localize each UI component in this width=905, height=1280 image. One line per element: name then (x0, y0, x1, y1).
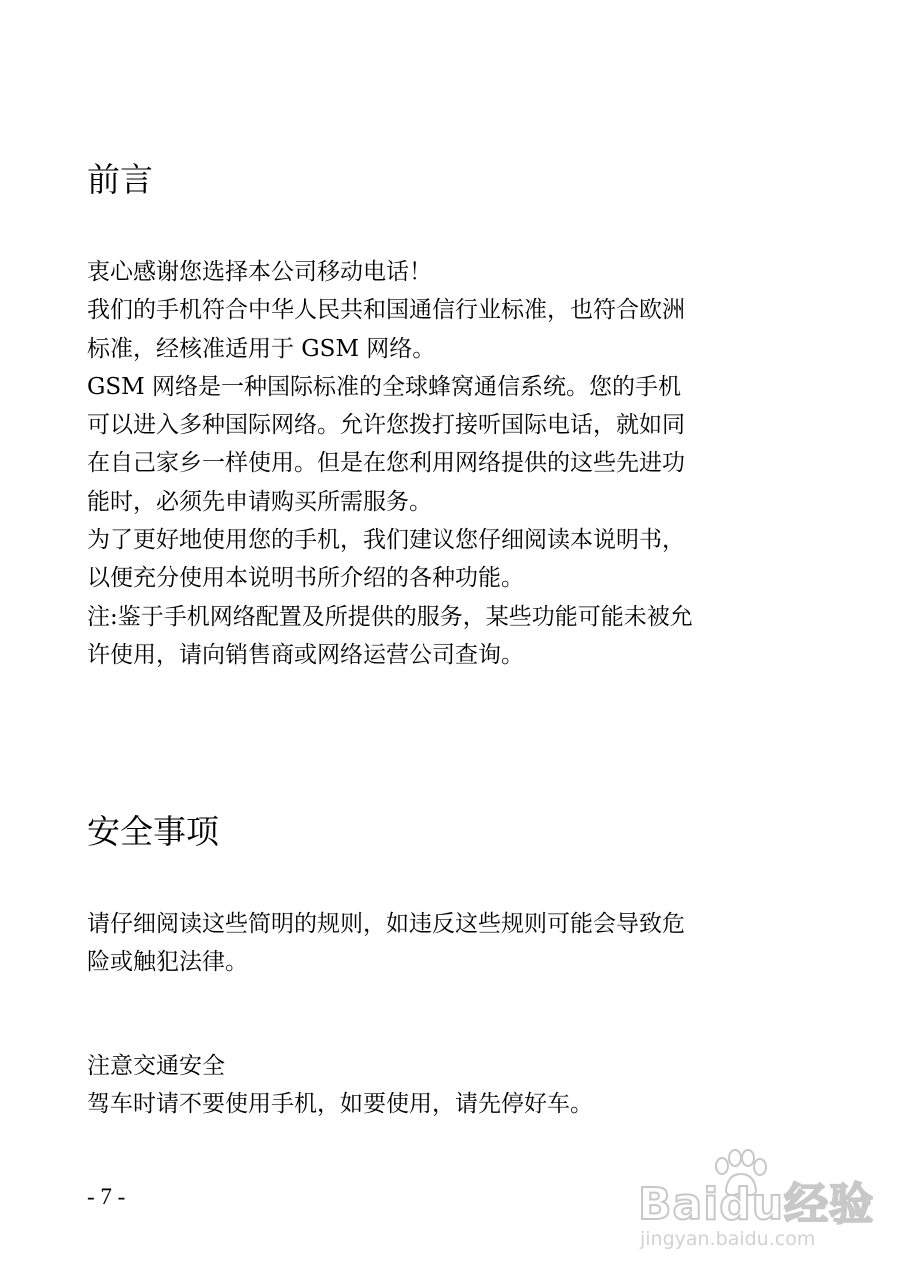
preface-body (87, 253, 817, 674)
preface-title: 前言 (87, 160, 153, 199)
traffic-text: 驾车时请不要使用手机，如要使用，请先停好车。 (87, 1091, 593, 1118)
baidu-watermark (638, 1148, 893, 1266)
safety-body (87, 905, 817, 982)
preface-line: 衷心感谢您选择本公司移动电话！ (87, 259, 432, 285)
preface-note-line: 许使用，请向销售商或网络运营公司查询。 (87, 641, 524, 668)
safety-title: 安全事项 (87, 812, 219, 851)
watermark-logo: Baidu经验 (638, 1179, 875, 1230)
preface-line: GSM 网络是一种国际标准的全球蜂窝通信系统。您的手机 (87, 373, 681, 400)
preface-line: 我们的手机符合中华人民共和国通信行业标准，也符合欧洲 (87, 297, 685, 324)
preface-line: 能时，必须先申请购买所需服务。 (87, 488, 432, 515)
page-number: - 7 - (87, 1184, 126, 1209)
safety-line: 险或触犯法律。 (87, 949, 248, 976)
watermark-url: jingyan.baidu.com (640, 1228, 816, 1250)
preface-line: 可以进入多种国际网络。允许您拨打接听国际电话，就如同 (87, 412, 685, 439)
traffic-safety-section (87, 1047, 817, 1124)
preface-line: 为了更好地使用您的手机，我们建议您仔细阅读本说明书， (87, 527, 685, 554)
traffic-heading: 注意交通安全 (87, 1053, 225, 1079)
preface-line: 在自己家乡一样使用。但是在您利用网络提供的这些先进功 (87, 450, 685, 477)
preface-line: 标准，经核准适用于 GSM 网络。 (87, 335, 436, 362)
safety-line: 请仔细阅读这些简明的规则，如违反这些规则可能会导致危 (87, 911, 685, 937)
preface-note-line: 注:鉴于手机网络配置及所提供的服务，某些功能可能未被允 (87, 603, 693, 630)
preface-line: 以便充分使用本说明书所介绍的各种功能。 (87, 565, 524, 592)
